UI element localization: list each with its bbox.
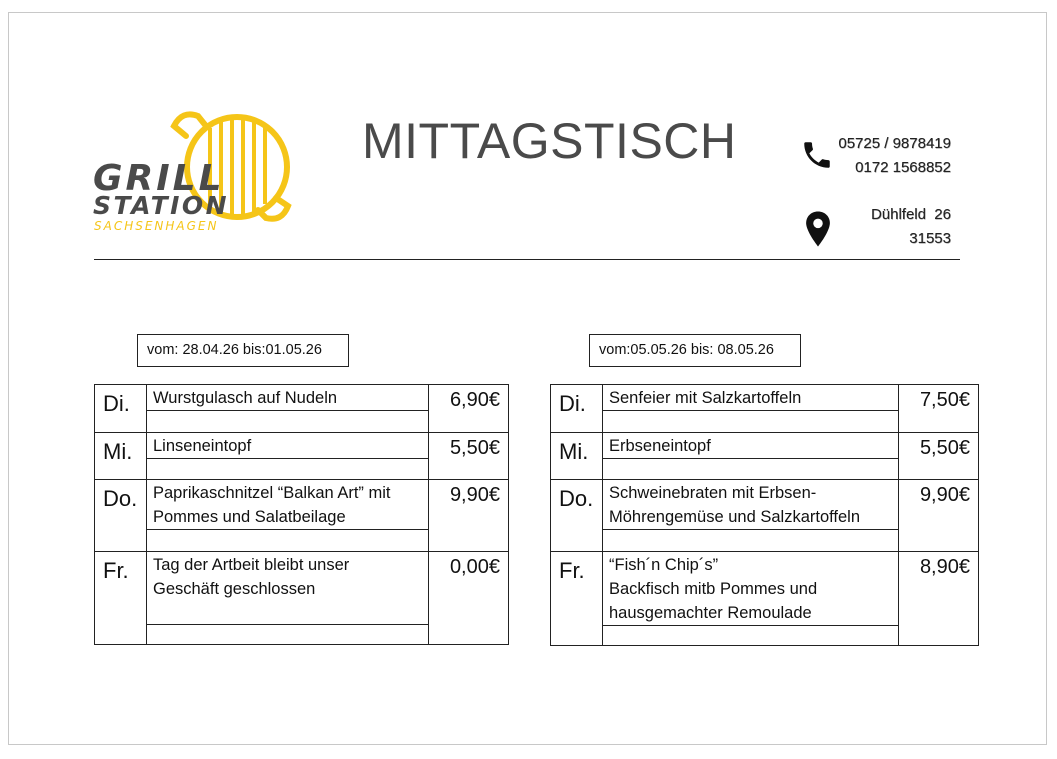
- table-row: [95, 552, 509, 625]
- day-label: Fr.: [95, 552, 147, 645]
- dish-blank-line: [603, 626, 899, 646]
- dish-line: “Fish´n Chip´s”: [609, 556, 719, 574]
- day-label: Do.: [95, 480, 147, 552]
- week1-menu-table: [94, 384, 509, 645]
- dish-blank-line: [147, 530, 429, 552]
- dish-line: Tag der Artbeit bleibt unser: [153, 556, 350, 574]
- price: 5,50€: [899, 433, 979, 480]
- day-label: Di.: [551, 385, 603, 433]
- grill-station-logo: [90, 106, 295, 246]
- page-title: MITTAGSTISCH: [362, 113, 737, 169]
- dish-blank-line: [147, 459, 429, 480]
- dish-line: Möhrengemüse und Salzkartoffeln: [609, 508, 861, 526]
- logo-grill-text: GRILL: [93, 158, 225, 199]
- price: 9,90€: [899, 480, 979, 552]
- price: 5,50€: [429, 433, 509, 480]
- week2-menu-table: [550, 384, 979, 646]
- phone-mobile: 0172 1568852: [855, 159, 951, 176]
- day-label: Fr.: [551, 552, 603, 646]
- dish-blank-line: [147, 411, 429, 433]
- dish-text: Senfeier mit Salzkartoffeln: [603, 385, 899, 411]
- table-row: [551, 385, 979, 411]
- dish-text: [147, 480, 429, 530]
- dish-line: Pommes und Salatbeilage: [153, 508, 346, 526]
- day-label: Do.: [551, 480, 603, 552]
- logo-station-text: STATION: [93, 191, 230, 220]
- day-label: Mi.: [551, 433, 603, 480]
- dish-line: Paprikaschnitzel “Balkan Art” mit: [153, 484, 391, 502]
- day-label: Di.: [95, 385, 147, 433]
- table-row: [95, 480, 509, 530]
- dish-text: Wurstgulasch auf Nudeln: [147, 385, 429, 411]
- week2-date-range: vom:05.05.26 bis: 08.05.26: [589, 334, 801, 367]
- price: 7,50€: [899, 385, 979, 433]
- dish-blank-line: [603, 411, 899, 433]
- dish-line: Backfisch mitb Pommes und: [609, 580, 818, 598]
- logo-town-text: SACHSENHAGEN: [94, 219, 219, 233]
- week1-date-range: vom: 28.04.26 bis:01.05.26: [137, 334, 349, 367]
- dish-line: Schweinebraten mit Erbsen-: [609, 484, 817, 502]
- table-row: [551, 552, 979, 626]
- price: 8,90€: [899, 552, 979, 646]
- dish-text: Linseneintopf: [147, 433, 429, 459]
- phone-landline: 05725 / 9878419: [838, 135, 951, 152]
- dish-blank-line: [147, 625, 429, 645]
- dish-blank-line: [603, 459, 899, 480]
- dish-text: [147, 552, 429, 625]
- header-divider: [94, 259, 960, 260]
- address-zip: 31553: [909, 230, 951, 247]
- dish-line: hausgemachter Remoulade: [609, 604, 812, 622]
- phone-block: [820, 132, 951, 180]
- dish-blank-line: [603, 530, 899, 552]
- table-row: [551, 433, 979, 459]
- table-row: [551, 480, 979, 530]
- dish-line: Geschäft geschlossen: [153, 580, 316, 598]
- table-row: [95, 433, 509, 459]
- address-block: [820, 203, 951, 251]
- address-street: Dühlfeld 26: [870, 206, 951, 223]
- dish-text: [603, 480, 899, 530]
- table-row: [95, 385, 509, 411]
- dish-text: [603, 552, 899, 626]
- price: 6,90€: [429, 385, 509, 433]
- price: 0,00€: [429, 552, 509, 645]
- day-label: Mi.: [95, 433, 147, 480]
- dish-text: Erbseneintopf: [603, 433, 899, 459]
- price: 9,90€: [429, 480, 509, 552]
